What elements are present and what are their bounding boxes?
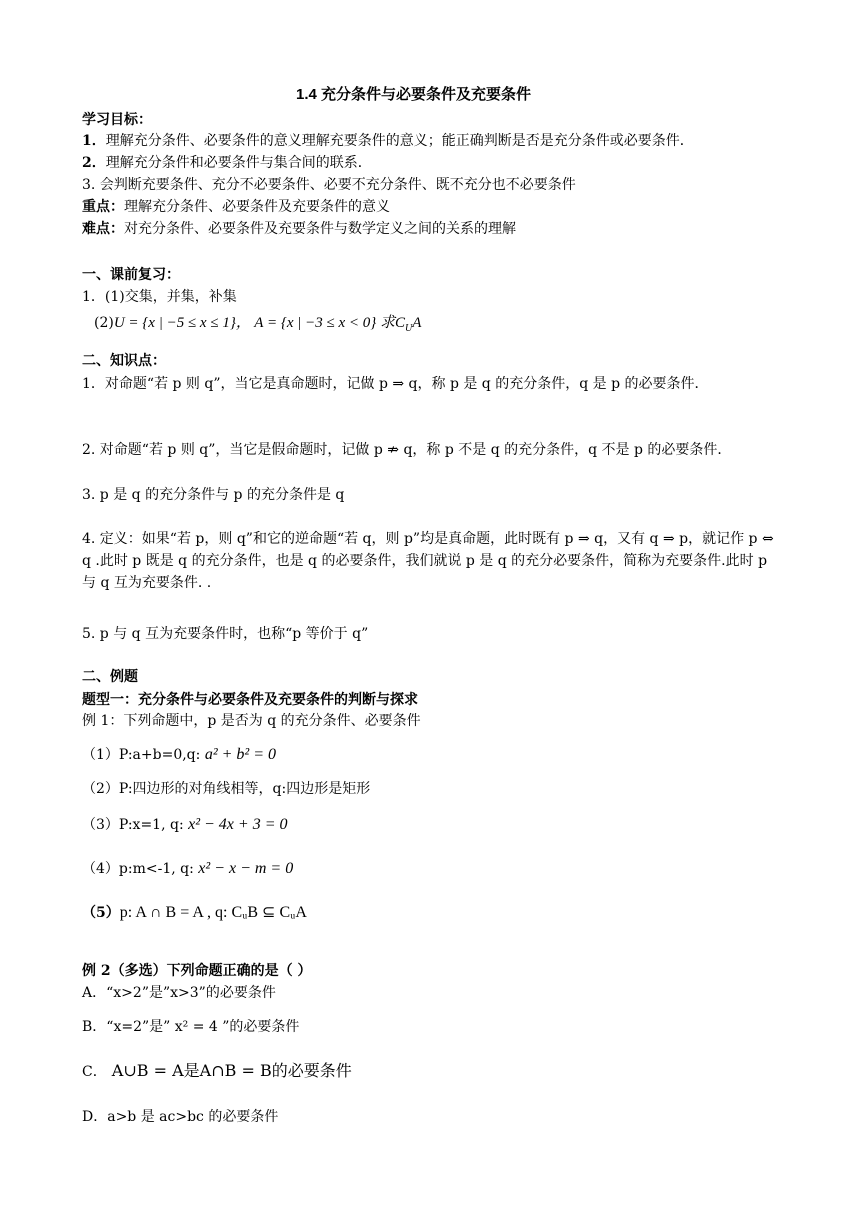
knowledge-heading: 二、知识点： <box>82 353 166 369</box>
examples-heading: 二、例题 <box>82 669 138 685</box>
example-2-option-d <box>82 1108 278 1126</box>
example-2: 例 2（多选）下列命题正确的是（ ） <box>82 963 312 979</box>
question-type-1: 题型一：充分条件与必要条件及充要条件的判断与探求 <box>82 691 418 707</box>
difficulty-label: 难点： <box>82 221 124 237</box>
option-letter: A． <box>82 985 107 1001</box>
option-letter: D． <box>82 1109 108 1125</box>
review-item-2-prefix: (2) <box>94 315 114 331</box>
page-title: 1.4 充分条件与必要条件及充要条件 <box>296 86 532 103</box>
difficulty-text: 对充分条件、必要条件及充要条件与数学定义之间的关系的理解 <box>124 221 516 237</box>
knowledge-point-2: 2. 对命题“若 p 则 q”，当它是假命题时，记做 p ⇏ q，称 p 不是 q 的充分条件，q 不是 p 的必要条件． <box>82 442 732 458</box>
option-text: A∪B = A是A∩B = B的必要条件 <box>106 1061 352 1080</box>
objective-item <box>82 176 576 194</box>
option-letter: B． <box>82 1019 107 1035</box>
example-1-item <box>82 860 293 878</box>
review-heading: 一、课前复习： <box>82 267 180 283</box>
example-1-item-label: （5） <box>82 905 120 921</box>
objective-number: 1． <box>82 133 106 149</box>
option-text: a>b 是 ac>bc 的必要条件 <box>107 1109 279 1125</box>
objective-text: 理解充分条件、必要条件的意义理解充要条件的意义；能正确判断是否是充分条件或必要条件． <box>105 133 694 149</box>
review-item-2-math: U = {x | −5 ≤ x ≤ 1}， A = {x | −3 ≤ x < 0} 求C <box>113 315 405 331</box>
review-item-2 <box>94 314 421 338</box>
example-1: 例 1：下列命题中，p 是否为 q 的充分条件、必要条件 <box>82 713 421 729</box>
objective-number: 3. <box>82 177 96 193</box>
review-item-2-subscript: U <box>404 322 413 334</box>
example-1-item-math: x² − x − m = 0 <box>198 860 294 877</box>
objective-text: 会判断充要条件、充分不必要条件、必要不充分条件、既不充分也不必要条件 <box>95 177 576 193</box>
example-1-item <box>82 904 307 922</box>
example-1-item-label: （2）P:四边形的对角线相等，q:四边形是矩形 <box>82 781 371 797</box>
focus-label: 重点： <box>82 199 124 215</box>
example-1-item-label: （1）P:a+b=0,q: <box>82 747 205 763</box>
objective-item <box>82 154 372 172</box>
example-1-item-label: （4）p:m<-1, q: <box>82 861 199 877</box>
review-item-1: 1．(1)交集，并集，补集 <box>82 289 237 305</box>
knowledge-point-4: 4. 定义：如果“若 p，则 q”和它的逆命题“若 q，则 p”均是真命题，此时既有 p ⇒ q，又有 q ⇒ p，就记作 p ⇔ q .此时 p 既是 q 的充分条件，也是 q 的必要条件，我们就说 p 是 q 的充分必要条件，简称为充要条件.此时 p 与 q 互为充要条件. . <box>82 531 774 591</box>
focus-line <box>82 198 390 216</box>
knowledge-point-3: 3. p 是 q 的充分条件与 p 的充分条件是 q <box>82 487 345 503</box>
focus-text: 理解充分条件、必要条件及充要条件的意义 <box>124 199 390 215</box>
knowledge-point-5: 5. p 与 q 互为充要条件时，也称“p 等价于 q” <box>82 626 369 642</box>
objective-item <box>82 132 694 150</box>
example-1-item <box>82 746 276 764</box>
difficulty-line <box>82 220 516 238</box>
example-2-option-b <box>82 1018 299 1036</box>
option-text: “x>2”是”x>3”的必要条件 <box>106 985 276 1001</box>
example-1-item-math: a² + b² = 0 <box>204 746 276 763</box>
example-2-option-a <box>82 984 276 1002</box>
option-letter: C． <box>82 1064 107 1080</box>
knowledge-point-1: 1．对命题“若 p 则 q”，当它是真命题时，记做 p ⇒ q，称 p 是 q 的充分条件，q 是 p 的必要条件． <box>82 376 709 392</box>
objective-number: 2． <box>82 155 106 171</box>
example-1-item <box>82 816 288 834</box>
example-1-item <box>82 780 370 798</box>
example-2-option-c <box>82 1062 352 1081</box>
option-text: “x=2”是” x² = 4 ”的必要条件 <box>106 1019 300 1035</box>
review-item-2-end: A <box>412 315 422 331</box>
example-1-item-label: （3）P:x=1, q: <box>82 817 189 833</box>
objective-text: 理解充分条件和必要条件与集合间的联系． <box>105 155 372 171</box>
objectives-heading: 学习目标： <box>82 111 152 127</box>
example-1-item-math: p: A ∩ B = A , q: CᵤB ⊆ CᵤA <box>119 904 307 921</box>
example-1-item-math: x² − 4x + 3 = 0 <box>188 816 288 833</box>
